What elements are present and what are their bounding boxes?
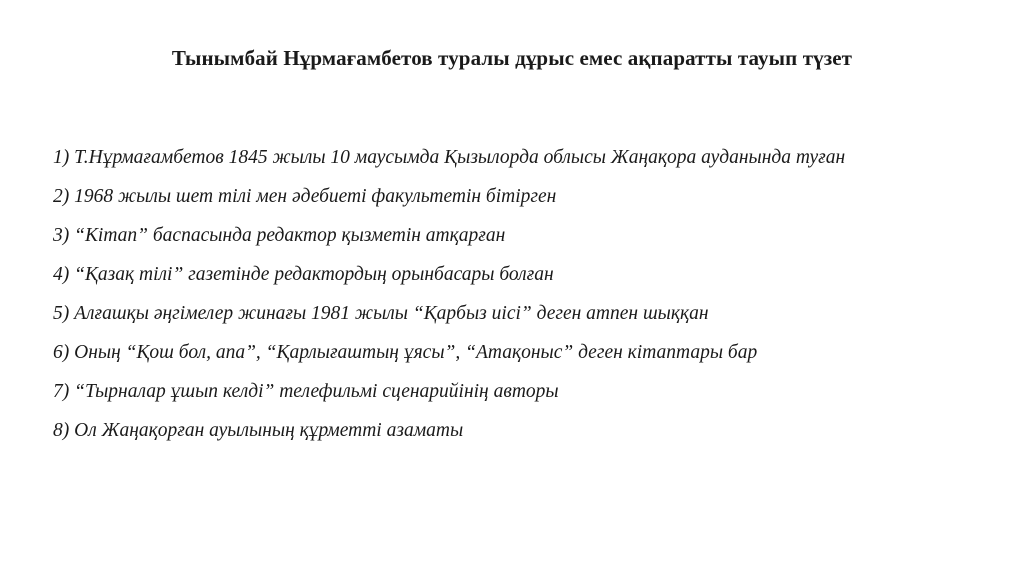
statement-item-4: 4) “Қазақ тілі” газетінде редактордың орынбасары болған	[53, 264, 554, 285]
statement-item-7: 7) “Тырналар ұшып келді” телефильмі сценарийінің авторы	[53, 381, 559, 402]
statement-item-5: 5) Алғашқы әңгімелер жинағы 1981 жылы “Қарбыз иісі” деген атпен шыққан	[53, 303, 709, 324]
statement-item-3: 3) “Кітап” баспасында редактор қызметін атқарған	[53, 225, 506, 246]
statement-item-8: 8) Ол Жаңақорған ауылының құрметті азаматы	[53, 420, 464, 441]
slide-title: Тынымбай Нұрмағамбетов туралы дұрыс емес ақпаратты тауып түзет	[171, 46, 853, 70]
statement-item-6: 6) Оның “Қош бол, апа”, “Қарлығаштың ұясы”, “Атақоныс” деген кітаптары бар	[53, 342, 758, 363]
statement-item-1: 1) Т.Нұрмағамбетов 1845 жылы 10 маусымда Қызылорда облысы Жаңақора ауданында туған	[53, 147, 846, 168]
statement-item-2: 2) 1968 жылы шет тілі мен әдебиеті факультетін бітірген	[53, 186, 557, 207]
statement-list	[53, 147, 953, 459]
